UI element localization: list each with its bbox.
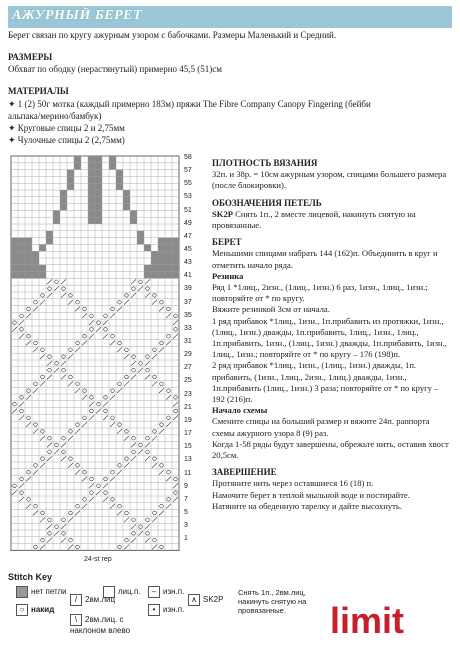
title-banner [8, 6, 452, 28]
no-stitch-cell [88, 156, 95, 163]
no-stitch-cell [123, 190, 130, 197]
no-stitch-cell [95, 210, 102, 217]
no-stitch-cell [67, 183, 74, 190]
no-stitch-cell [32, 258, 39, 265]
row-number: 53 [184, 193, 192, 201]
key-no-stitch [16, 586, 67, 598]
no-stitch-cell [88, 210, 95, 217]
no-stitch-cell [95, 183, 102, 190]
no-stitch-cell [88, 190, 95, 197]
no-stitch-cell [95, 170, 102, 177]
no-stitch-cell [11, 251, 18, 258]
finish-heading: ЗАВЕРШЕНИЕ [212, 467, 277, 478]
watermark-text: limit [330, 600, 405, 641]
row-number: 1 [184, 535, 188, 543]
row-number: 31 [184, 338, 192, 346]
intro-text: Берет связан по кругу ажурным узором с бабочками. Размеры Маленький и Средний. [8, 30, 337, 40]
no-stitch-cell [25, 244, 32, 251]
rib-length: Вяжите резинкой 3см от начала. [212, 304, 330, 315]
stitch-count-label: 24-st rep [84, 556, 112, 563]
key-label: лиц.п. [118, 587, 141, 597]
row-number: 23 [184, 390, 192, 398]
abbr-desc: Снять 1п., 2 вместе лицевой, накинуть снятую на провязанные. [212, 208, 416, 231]
no-stitch-cell [165, 265, 172, 272]
no-stitch-cell [116, 170, 123, 177]
row-number: 27 [184, 364, 192, 372]
no-stitch-cell [95, 176, 102, 183]
key-label: изн.п. [163, 605, 185, 615]
scheme-heading: Начало схемы [212, 405, 268, 416]
materials-item: ✦ Чулочные спицы 2 (2,75мм) [8, 135, 125, 145]
chart-grid [6, 152, 201, 570]
row-number: 51 [184, 206, 192, 214]
no-stitch-cell [88, 217, 95, 224]
finish-text2: Намочите берет в теплой мыльной воде и постирайте. [212, 489, 410, 500]
no-stitch-cell [144, 244, 151, 251]
key-sk2p [188, 594, 223, 606]
no-stitch-cell [165, 251, 172, 258]
row-number: 15 [184, 443, 192, 451]
no-stitch-cell [46, 231, 53, 238]
knitting-chart [6, 152, 201, 570]
stitch-key-title: Stitch Key [8, 572, 53, 582]
no-stitch-cell [32, 272, 39, 279]
no-stitch-cell [144, 265, 151, 272]
row-number: 39 [184, 285, 192, 293]
purl-dash-icon: – [148, 586, 160, 598]
k2tog-slash-icon: / [70, 594, 82, 606]
no-stitch-cell [11, 258, 18, 265]
no-stitch-cell [109, 163, 116, 170]
sizes-text: Обхват по ободку (нерастянутый) примерно 45,5 (51)см [8, 64, 222, 74]
no-stitch-cell [116, 176, 123, 183]
row-number: 25 [184, 377, 192, 385]
finish-text3: Натяните на обеденную тарелку и дайте высохнуть. [212, 500, 402, 511]
scheme-text1: Смените спицы на больший размер и вяжите 24п. раппорта схемы ажурного узора 8 (9) раз. [212, 416, 430, 438]
no-stitch-cell [158, 258, 165, 265]
row-number: 49 [184, 219, 192, 227]
no-stitch-cell [158, 272, 165, 279]
no-stitch-cell [88, 170, 95, 177]
no-stitch-cell [46, 238, 53, 245]
rib-heading: Резинка [212, 270, 244, 281]
abbr-heading: ОБОЗНАЧЕНИЯ ПЕТЕЛЬ [212, 197, 322, 208]
no-stitch-cell [151, 251, 158, 258]
no-stitch-cell [95, 217, 102, 224]
no-stitch-cell [88, 183, 95, 190]
row-number: 21 [184, 403, 192, 411]
row-number: 58 [184, 154, 192, 161]
no-stitch-cell [18, 272, 25, 279]
materials-heading: МАТЕРИАЛЫ [8, 86, 69, 96]
no-stitch-cell [172, 265, 179, 272]
no-stitch-cell [18, 238, 25, 245]
key-ssk [70, 614, 145, 635]
no-stitch-cell [123, 204, 130, 211]
row-number: 5 [184, 508, 188, 516]
materials-list [8, 98, 448, 146]
no-stitch-cell [116, 183, 123, 190]
materials-item: альпака/мерино/бамбук) [8, 111, 102, 121]
no-stitch-cell [25, 272, 32, 279]
materials-item: ✦ 1 (2) 50г мотка (каждый примерно 183м) пряжи The Fibre Company Canopy Fingering (бейби [8, 99, 371, 109]
sizes-heading: РАЗМЕРЫ [8, 52, 53, 62]
instructions-column [212, 158, 452, 512]
gauge-text: 32п. и 38р. = 10см ажурным узором, спицами большего размера (после блокировки). [212, 169, 447, 191]
no-stitch-cell [18, 265, 25, 272]
beret-heading: БЕРЕТ [212, 237, 242, 248]
no-stitch-cell [137, 238, 144, 245]
no-stitch-cell [172, 238, 179, 245]
no-stitch-cell [158, 251, 165, 258]
no-stitch-cell [137, 231, 144, 238]
no-stitch-cell [123, 197, 130, 204]
no-stitch-cell [172, 244, 179, 251]
key-sk2p-desc: Снять 1п., 2вм.лиц, накинуть снятую на провязанные. [238, 588, 307, 615]
no-stitch-cell [109, 156, 116, 163]
row-number: 11 [184, 469, 192, 477]
key-label: 2вм.лиц. с наклоном влево [70, 615, 131, 635]
row-number: 7 [184, 495, 188, 503]
no-stitch-cell [165, 238, 172, 245]
no-stitch-cell [25, 265, 32, 272]
row-number: 41 [184, 272, 192, 280]
row-number: 47 [184, 232, 192, 240]
no-stitch-cell [60, 190, 67, 197]
no-stitch-cell [165, 244, 172, 251]
key-label: SK2P [203, 595, 224, 605]
no-stitch-cell [74, 156, 81, 163]
no-stitch-cell [172, 251, 179, 258]
row-number: 55 [184, 180, 192, 188]
increase-row1: 1 ряд прибавок *1лиц., 1изн., 1п.прибавить из протяжки, 1изн., (1лиц., 1изн.) дважды, 1п.прибавить, 1лиц., 1изн., 1лиц., 1п.прибавить, 1изн., (1лиц., 1изн.) дважды, 1п.прибавить, 1изн., 1лиц., 1изн.; повторяйте от * по кругу – 176 (198)п. [212, 315, 447, 360]
purl-dot-icon: • [148, 604, 160, 616]
no-stitch-cell [53, 217, 60, 224]
row-number: 19 [184, 416, 192, 424]
no-stitch-cell [88, 204, 95, 211]
row-number: 3 [184, 522, 188, 530]
row-number: 9 [184, 482, 188, 490]
no-stitch-cell [95, 190, 102, 197]
row-number: 35 [184, 311, 192, 319]
no-stitch-cell [60, 204, 67, 211]
rib-row1: Ряд 1 *1лиц., 2изн., (1лиц., 1изн.) 6 раз, 1изн., 1лиц., 1изн.; повторяйте от * по кругу. [212, 282, 428, 304]
no-stitch-cell [88, 176, 95, 183]
no-stitch-cell [60, 197, 67, 204]
no-stitch-cell [158, 265, 165, 272]
abbr-text [212, 209, 452, 231]
key-label: 2вм.лиц [85, 595, 116, 605]
no-stitch-cell [95, 197, 102, 204]
sk2p-icon: ∧ [188, 594, 200, 606]
row-number: 29 [184, 351, 192, 359]
no-stitch-cell [39, 244, 46, 251]
no-stitch-cell [151, 258, 158, 265]
materials-item: ✦ Круговые спицы 2 и 2,75мм [8, 123, 125, 133]
no-stitch-cell [165, 258, 172, 265]
no-stitch-cell [151, 265, 158, 272]
no-stitch-cell [25, 238, 32, 245]
no-stitch-cell [18, 251, 25, 258]
row-number: 37 [184, 298, 192, 306]
finish-text1: Протяните нить через оставшиеся 16 (18) п. [212, 478, 374, 489]
no-stitch-cell [158, 238, 165, 245]
no-stitch-cell [172, 272, 179, 279]
no-stitch-cell [88, 197, 95, 204]
no-stitch-cell [32, 265, 39, 272]
no-stitch-cell [39, 272, 46, 279]
key-purl-2 [148, 586, 184, 598]
no-stitch-cell [172, 258, 179, 265]
row-number: 57 [184, 167, 192, 175]
no-stitch-cell [18, 258, 25, 265]
no-stitch-cell [18, 244, 25, 251]
yo-circle-icon: ○ [16, 604, 28, 616]
key-purl [148, 604, 184, 616]
no-stitch-cell [151, 272, 158, 279]
no-stitch-cell [11, 238, 18, 245]
no-stitch-cell [11, 272, 18, 279]
no-stitch-cell [130, 217, 137, 224]
scheme-text2: Когда 1-58 ряды будут завершены, обрежьте нить, оставив хвост 20,5см. [212, 438, 449, 461]
key-yo [16, 604, 54, 616]
no-stitch-cell [74, 163, 81, 170]
key-label: накид [31, 605, 55, 615]
no-stitch-cell [95, 156, 102, 163]
row-number: 17 [184, 430, 192, 438]
key-k2tog [70, 594, 115, 606]
row-number: 43 [184, 259, 192, 267]
no-stitch-cell [88, 163, 95, 170]
beret-cast-on: Меньшими спицами набрать 144 (162)п. Объединить в круг и отметить начало ряда. [212, 248, 438, 270]
ssk-backslash-icon: \ [70, 614, 82, 626]
no-stitch-icon [16, 586, 28, 598]
no-stitch-cell [53, 210, 60, 217]
no-stitch-cell [130, 210, 137, 217]
no-stitch-cell [95, 204, 102, 211]
increase-row2: 2 ряд прибавок *1лиц., 1изн., (1лиц., 1изн.) дважды, 1п. прибавить, (1изн., 1лиц., 2изн., 1лиц.) дважды, 1изн., 1п.прибавить (1лиц., 1изн.) 3 раза; повторяйте от * по кругу – 192 (216)п. [212, 360, 439, 405]
no-stitch-cell [39, 265, 46, 272]
no-stitch-cell [25, 251, 32, 258]
key-label: изн.п. [163, 587, 185, 597]
no-stitch-cell [67, 176, 74, 183]
no-stitch-cell [11, 244, 18, 251]
page-title: АЖУРНЫЙ БЕРЕТ [12, 8, 143, 23]
no-stitch-cell [67, 170, 74, 177]
no-stitch-cell [165, 272, 172, 279]
no-stitch-cell [144, 272, 151, 279]
no-stitch-cell [32, 251, 39, 258]
gauge-heading: ПЛОТНОСТЬ ВЯЗАНИЯ [212, 158, 318, 168]
no-stitch-cell [11, 265, 18, 272]
row-number: 13 [184, 456, 192, 464]
abbr-code: SK2P [212, 208, 234, 219]
no-stitch-cell [158, 244, 165, 251]
row-number: 33 [184, 324, 192, 332]
no-stitch-cell [25, 258, 32, 265]
no-stitch-cell [95, 163, 102, 170]
key-label: нет петли [31, 587, 67, 597]
row-number: 45 [184, 246, 192, 254]
